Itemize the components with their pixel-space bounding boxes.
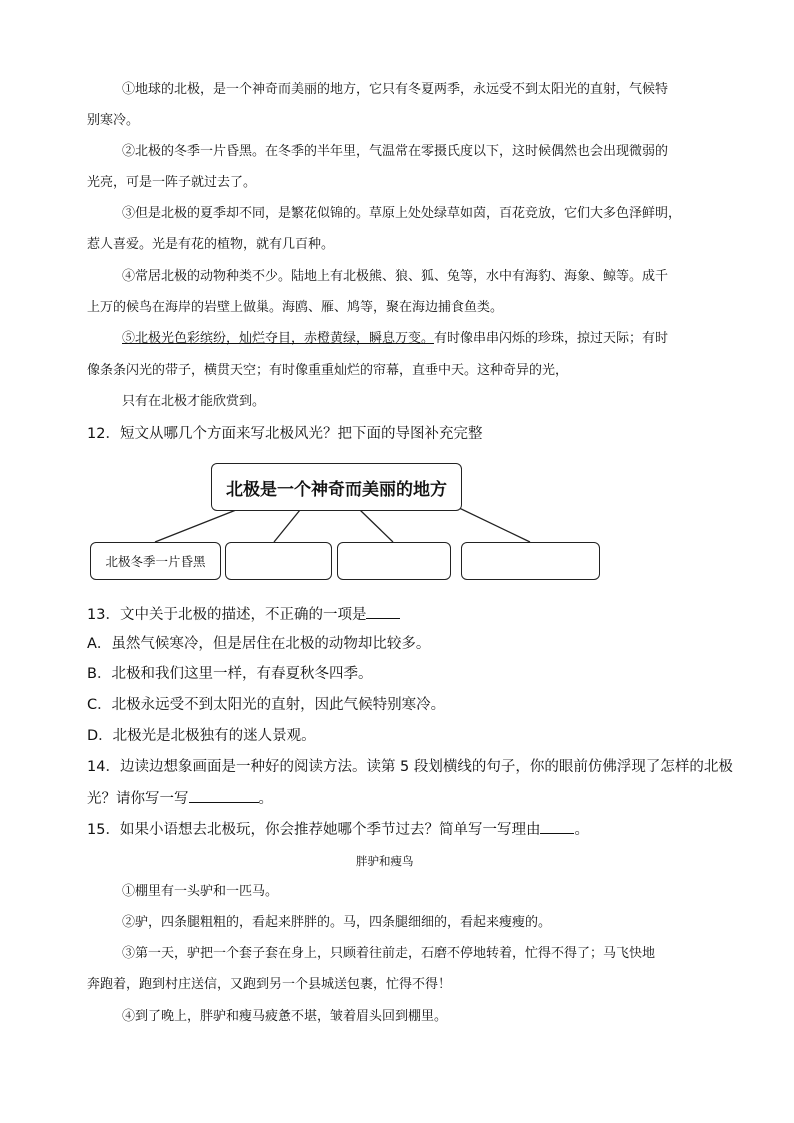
passage1-p5-line2: 像条条闪光的带子，横贯天空；有时像重重灿烂的帘幕，直垂中天。这种奇异的光，: [87, 363, 569, 378]
q13-option-b: B．北极和我们这里一样，有春夏秋冬四季。: [87, 666, 373, 682]
mindmap-leaf-2-label: [226, 543, 331, 579]
connector-2: [274, 510, 300, 542]
q14-line2: [87, 788, 273, 809]
q15-end: 。: [574, 822, 589, 838]
q14-answer-blank[interactable]: [189, 788, 259, 803]
mindmap-leaf-4[interactable]: [461, 542, 600, 580]
passage1-p1-line2: 别寒冷。: [87, 113, 140, 128]
passage1-p4-line1: ④常居北极的动物种类不少。陆地上有北极熊、狼、狐、兔等，水中有海豹、海象、鲸等。成千: [122, 269, 669, 284]
q15-line: [87, 819, 589, 840]
passage1-p4-line2: 上万的候鸟在海岸的岩壁上做巢。海鸥、雁、鸠等，聚在海边捕食鱼类。: [87, 300, 504, 315]
passage2-p3-line1: ③第一天，驴把一个套子套在身上，只顾着往前走，石磨不停地转着，忙得不得了；马飞快地: [122, 946, 656, 961]
mindmap-root-label: 北极是一个神奇而美丽的地方: [226, 479, 447, 500]
mindmap-leaf-4-label: [462, 543, 599, 579]
connector-1: [155, 510, 236, 542]
q13-line: [87, 604, 400, 625]
q13-answer-blank[interactable]: [366, 604, 400, 619]
connector-4: [455, 506, 530, 542]
mindmap-root-box: [211, 463, 462, 511]
mindmap-leaf-3-label: [338, 543, 450, 579]
mindmap-leaf-3[interactable]: [337, 542, 451, 580]
q13-text: 13．文中关于北极的描述，不正确的一项是: [87, 607, 367, 623]
q14-line2-text: 光？请你写一写: [87, 791, 189, 807]
passage1-p5-line3: 只有在北极才能欣赏到。: [122, 394, 266, 409]
passage1-p3-line1: ③但是北极的夏季却不同，是繁花似锦的。草原上处处绿草如茵，百花竞放，它们大多色泽鲜明，: [122, 206, 682, 221]
passage2-p4: ④到了晚上，胖驴和瘦马疲惫不堪，皱着眉头回到棚里。: [122, 1009, 448, 1024]
passage1-p1-line1: ①地球的北极，是一个神奇而美丽的地方，它只有冬夏两季，永远受不到太阳光的直射，气候特: [122, 82, 669, 97]
q13-option-c: C．北极永远受不到太阳光的直射，因此气候特别寒冷。: [87, 697, 446, 713]
passage2-p1: ①棚里有一头驴和一匹马。: [122, 884, 279, 899]
q13-option-d: D．北极光是北极独有的迷人景观。: [87, 728, 316, 744]
q15-answer-blank[interactable]: [540, 819, 574, 834]
q14-line1: 14．边读边想象画面是一种好的阅读方法。读第 5 段划横线的句子，你的眼前仿佛浮现了怎样的北极: [87, 759, 733, 775]
mindmap-leaf-1-label: 北极冬季一片昏黑: [105, 554, 206, 569]
q12-text: 12．短文从哪几个方面来写北极风光？把下面的导图补充完整: [87, 426, 483, 442]
passage1-p3-line2: 惹人喜爱。光是有花的植物，就有几百种。: [87, 237, 335, 252]
connector-3: [360, 510, 393, 542]
q13-option-a: A．虽然气候寒冷，但是居住在北极的动物却比较多。: [87, 636, 431, 652]
q15-text: 15．如果小语想去北极玩，你会推荐她哪个季节过去？简单写一写理由: [87, 822, 541, 838]
mindmap-leaf-1: [90, 542, 221, 580]
passage1-p2-line1: ②北极的冬季一片昏黑。在冬季的半年里，气温常在零摄氏度以下，这时候偶然也会出现微弱的: [122, 144, 669, 159]
mindmap-leaf-2[interactable]: [225, 542, 332, 580]
passage1-p2-line2: 光亮，可是一阵子就过去了。: [87, 175, 257, 190]
passage1-p5-underlined: ⑤北极光色彩缤纷，灿烂夺目，赤橙黄绿，瞬息万变。: [122, 331, 435, 346]
passage2-title: 胖驴和瘦鸟: [356, 854, 414, 868]
q14-end: 。: [258, 791, 273, 807]
passage1-p5-rest: 有时像串串闪烁的珍珠，掠过天际；有时: [434, 331, 669, 346]
passage2-p2: ②驴，四条腿粗粗的，看起来胖胖的。马，四条腿细细的，看起来瘦瘦的。: [122, 915, 552, 930]
passage2-p3-line2: 奔跑着，跑到村庄送信，又跑到另一个县城送包裹，忙得不得！: [87, 977, 452, 992]
